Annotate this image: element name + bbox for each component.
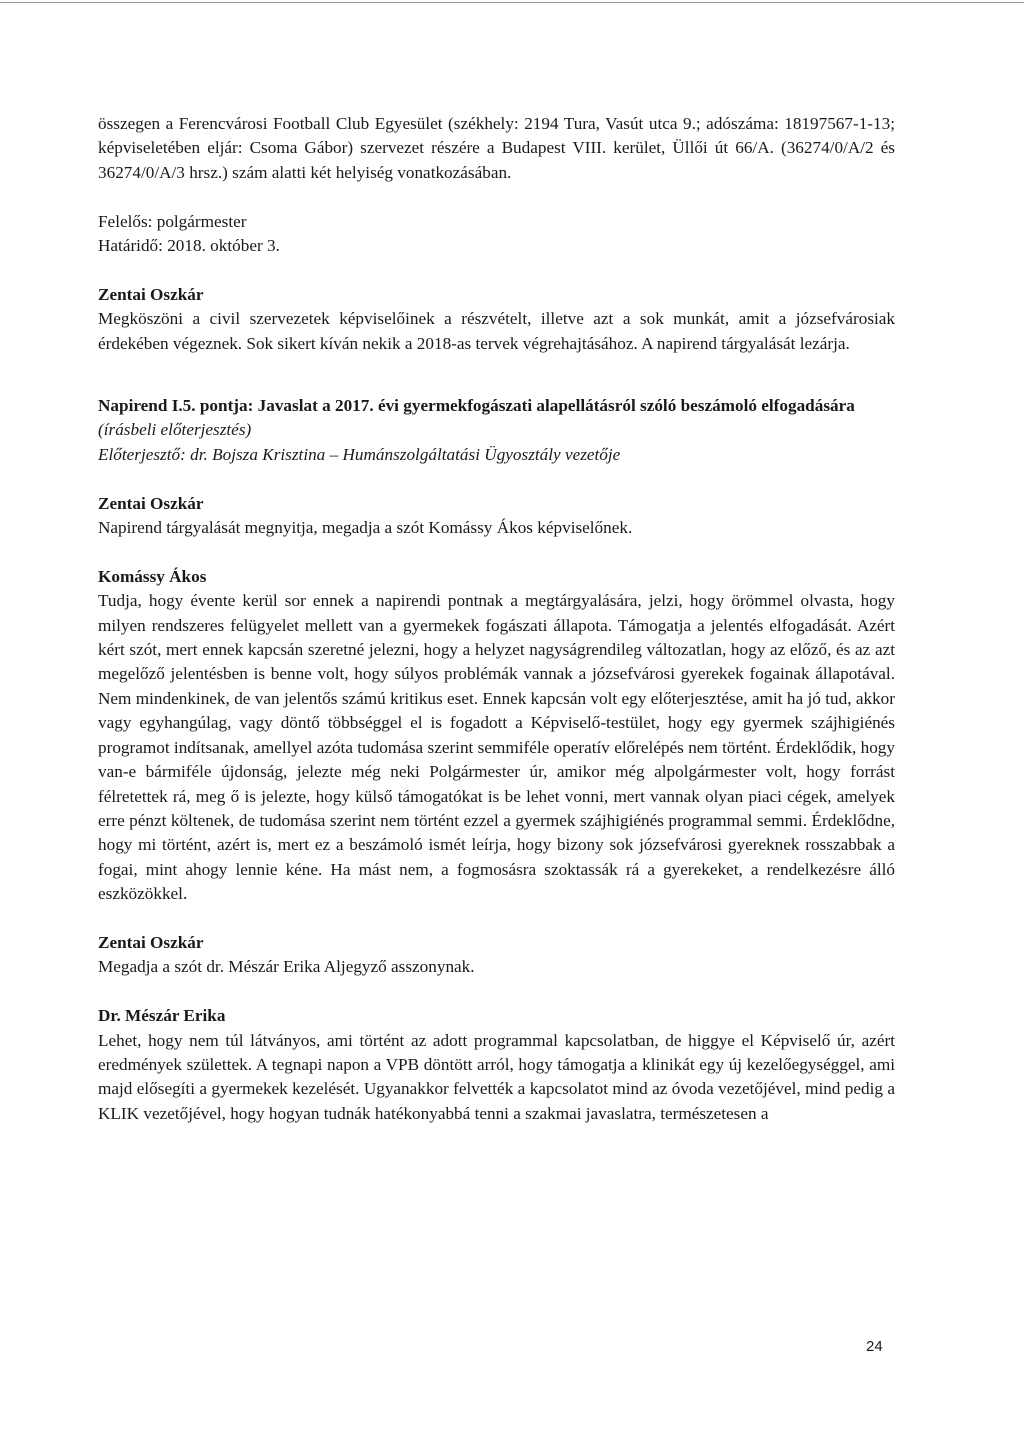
speech-text: Lehet, hogy nem túl látványos, ami történt az adott programmal kapcsolatban, de higgye el Képviselő úr, azért eredmények születtek. A tegnapi napon a VPB döntött arról, hogy támogatja a klinikát egy új kezelőegységgel, ami majd elősegíti a gyermekek kezelését. Ugyanakkor felvették a kapcsolatot mind az óvoda vezetőjével, mind pedig a KLIK vezetőjével, hogy hogyan tudnák hatékonyabbá tenni a szakmai javaslatra, természetesen a <box>98 1030 895 1123</box>
spacer <box>98 258 895 282</box>
speaker-name: Zentai Oszkár <box>98 932 204 952</box>
speech-text: Megköszöni a civil szervezetek képviselőinek a részvételt, illetve azt a sok munkát, amit a józsefvárosiak érdekében végeznek. Sok sikert kíván nekik a 2018-as tervek végrehajtásához. A napirend tárgyalását lezárja. <box>98 309 895 353</box>
speaker-name: Komássy Ákos <box>98 566 207 586</box>
speech-text: Tudja, hogy évente kerül sor ennek a napirendi pontnak a megtárgyalására, jelzi, hogy örömmel olvasta, hogy milyen rendszeres felügyelet mellett van a gyermekek fogászati állapota. Támogatja a jelentés elfogadását. Azért kért szót, mert ennek kapcsán szeretné jelezni, hogy a helyzet nagyságrendileg változatlan, hogy az előző, és az azt megelőző jelentésben is benne volt, hogy súlyos problémák vannak a józsefvárosi gyerekek fogainak állapotával. Nem mindenkinek, de van jelentős számú kritikus eset. Ennek kapcsán volt egy előterjesztése, amit ha jó tud, akkor vagy egyhangúlag, vagy döntő többséggel el is fogadott a Képviselő-testület, hogy egy gyermek szájhigiénés programot indítsanak, amellyel azóta tudomása szerint semmiféle operatív előrelépés nem történt. Érdeklődik, hogy van-e bármiféle újdonság, jelezte még neki Polgármester úr, amikor még alpolgármester volt, hogy forrást félretettek rá, meg ő is jelezte, hogy külső támogatókat is be lehet vonni, mert vannak olyan piaci cégek, amelyek erre pénzt költenek, de tudomása szerint nem történt ezzel a gyermek szájhigiénés programmal semmi. Érdeklődne, hogy mi történt, azért is, mert ez a beszámoló ismét leírja, hogy bizony sok józsefvárosi gyereknek rosszabbak a fogai, mint ahogy lennie kéne. Ha mást nem, a fogmosásra szoktassák rá a gyerekeket, a rendelkezésre álló eszközökkel. <box>98 591 895 904</box>
spacer <box>98 467 895 491</box>
document-page <box>98 112 895 1126</box>
responsible-line: Felelős: polgármester <box>98 211 247 231</box>
spacer <box>98 185 895 209</box>
speaker-name: Dr. Mészár Erika <box>98 1006 226 1026</box>
speaker-name: Zentai Oszkár <box>98 284 204 304</box>
agenda-subtitle: (írásbeli előterjesztés) <box>98 420 252 440</box>
page-number: 24 <box>866 1338 883 1355</box>
speech-text: Napirend tárgyalását megnyitja, megadja a szót Komássy Ákos képviselőnek. <box>98 518 633 538</box>
spacer <box>98 540 895 564</box>
top-rule <box>0 2 1024 3</box>
speech-text: Megadja a szót dr. Mészár Erika Aljegyző asszonynak. <box>98 957 475 977</box>
deadline-line: Határidő: 2018. október 3. <box>98 236 280 256</box>
intro-paragraph: összegen a Ferencvárosi Football Club Egyesület (székhely: 2194 Tura, Vasút utca 9.; adószáma: 18197567-1-13; képviseletében eljár: Csoma Gábor) szervezet részére a Budapest VIII. kerület, Üllői út 66/A. (36274/0/A/2 és 36274/0/A/3 hrsz.) szám alatti két helyiség vonatkozásában. <box>98 114 895 182</box>
speaker-name: Zentai Oszkár <box>98 493 204 513</box>
agenda-title: Napirend I.5. pontja: Javaslat a 2017. évi gyermekfogászati alapellátásról szóló beszámoló elfogadására <box>98 396 855 416</box>
spacer <box>98 907 895 931</box>
spacer <box>98 356 895 394</box>
spacer <box>98 980 895 1004</box>
agenda-presenter: Előterjesztő: dr. Bojsza Krisztina – Humánszolgáltatási Ügyosztály vezetője <box>98 444 621 464</box>
